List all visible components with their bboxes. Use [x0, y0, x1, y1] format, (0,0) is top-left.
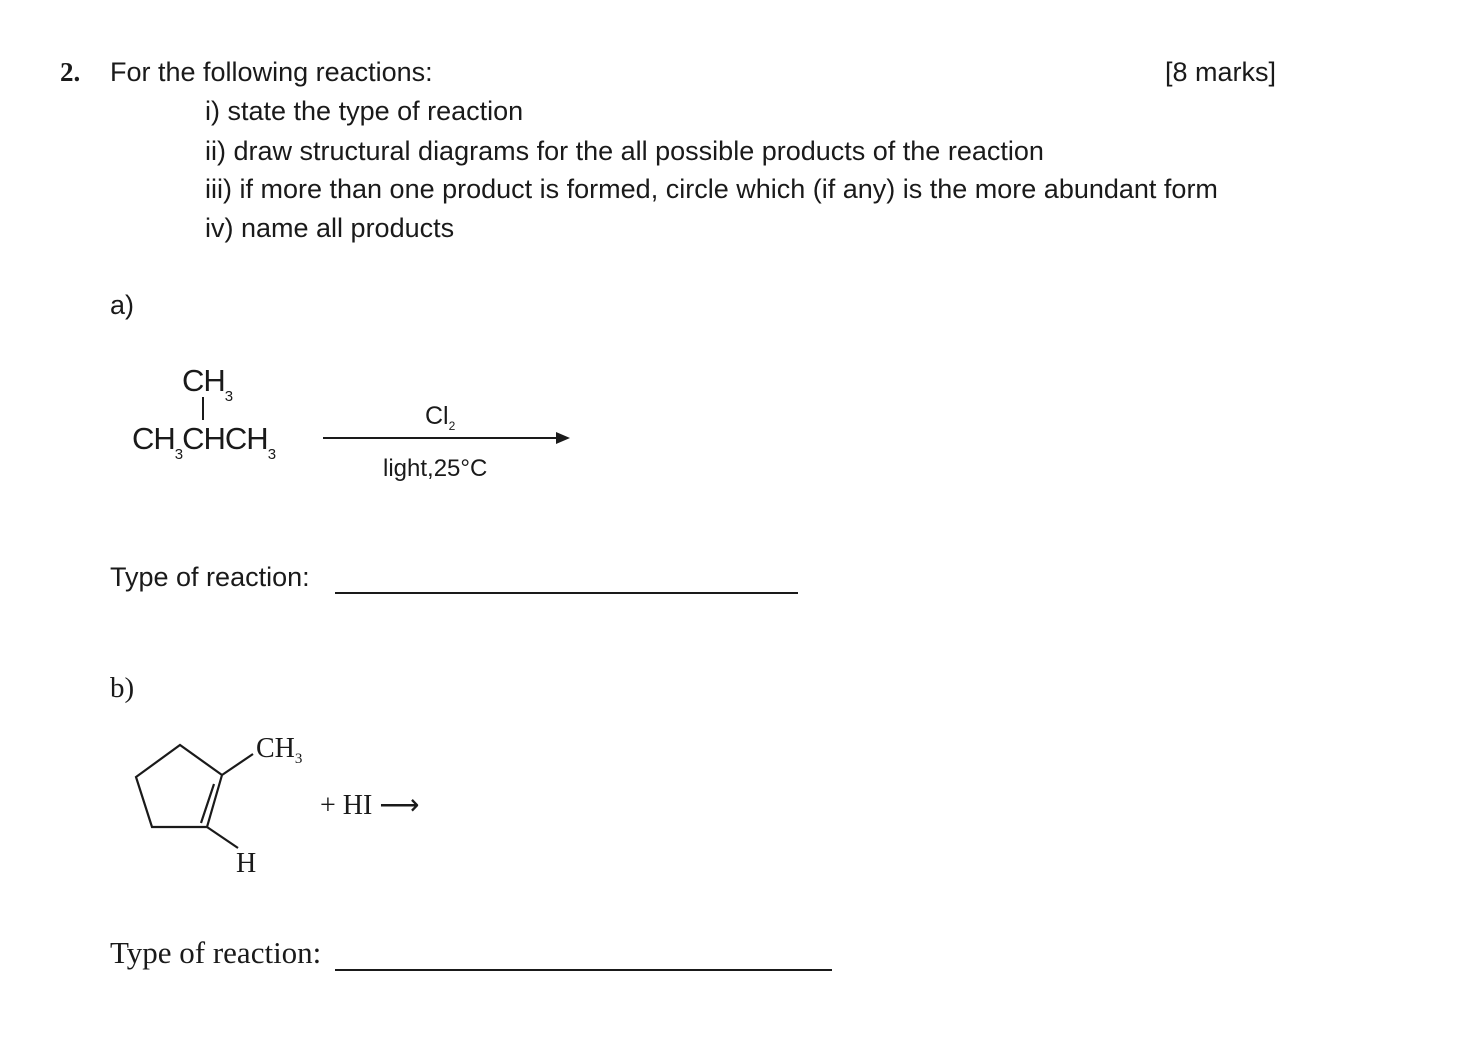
- instruction-4: iv) name all products: [205, 213, 455, 243]
- cyclopentene-ring: [136, 745, 222, 827]
- answer-blank-b[interactable]: [335, 969, 832, 971]
- double-bond-line: [201, 784, 214, 823]
- question-number: 2.: [60, 57, 81, 87]
- part-a-label: a): [110, 290, 135, 320]
- instruction-1: i) state the type of reaction: [205, 96, 524, 126]
- methyl-label: $CH_3$: [256, 733, 303, 767]
- methyl-bond: [222, 754, 253, 775]
- branch-ch3: $CH_3$: [182, 363, 233, 405]
- reagent-cl2: $Cl_2$: [425, 402, 456, 433]
- hydrogen-bond: [207, 827, 238, 848]
- instruction-2: ii) draw structural diagrams for the all possible products of the reaction: [205, 136, 1044, 166]
- type-of-reaction-b-label: Type of reaction:: [110, 935, 322, 970]
- part-b-label: b): [110, 672, 135, 704]
- type-of-reaction-a-label: Type of reaction:: [110, 562, 310, 592]
- main-chain: $CH_3CHCH_3$: [132, 421, 276, 463]
- conditions: light,25°C: [383, 455, 488, 482]
- question-prompt: For the following reactions:: [110, 57, 433, 87]
- hi-reagent: + HI ⟶: [320, 790, 420, 821]
- instruction-3: iii) if more than one product is formed, circle which (if any) is the more abundant form: [205, 174, 1218, 204]
- hydrogen-label: H: [236, 848, 257, 879]
- marks-label: [8 marks]: [1165, 57, 1277, 87]
